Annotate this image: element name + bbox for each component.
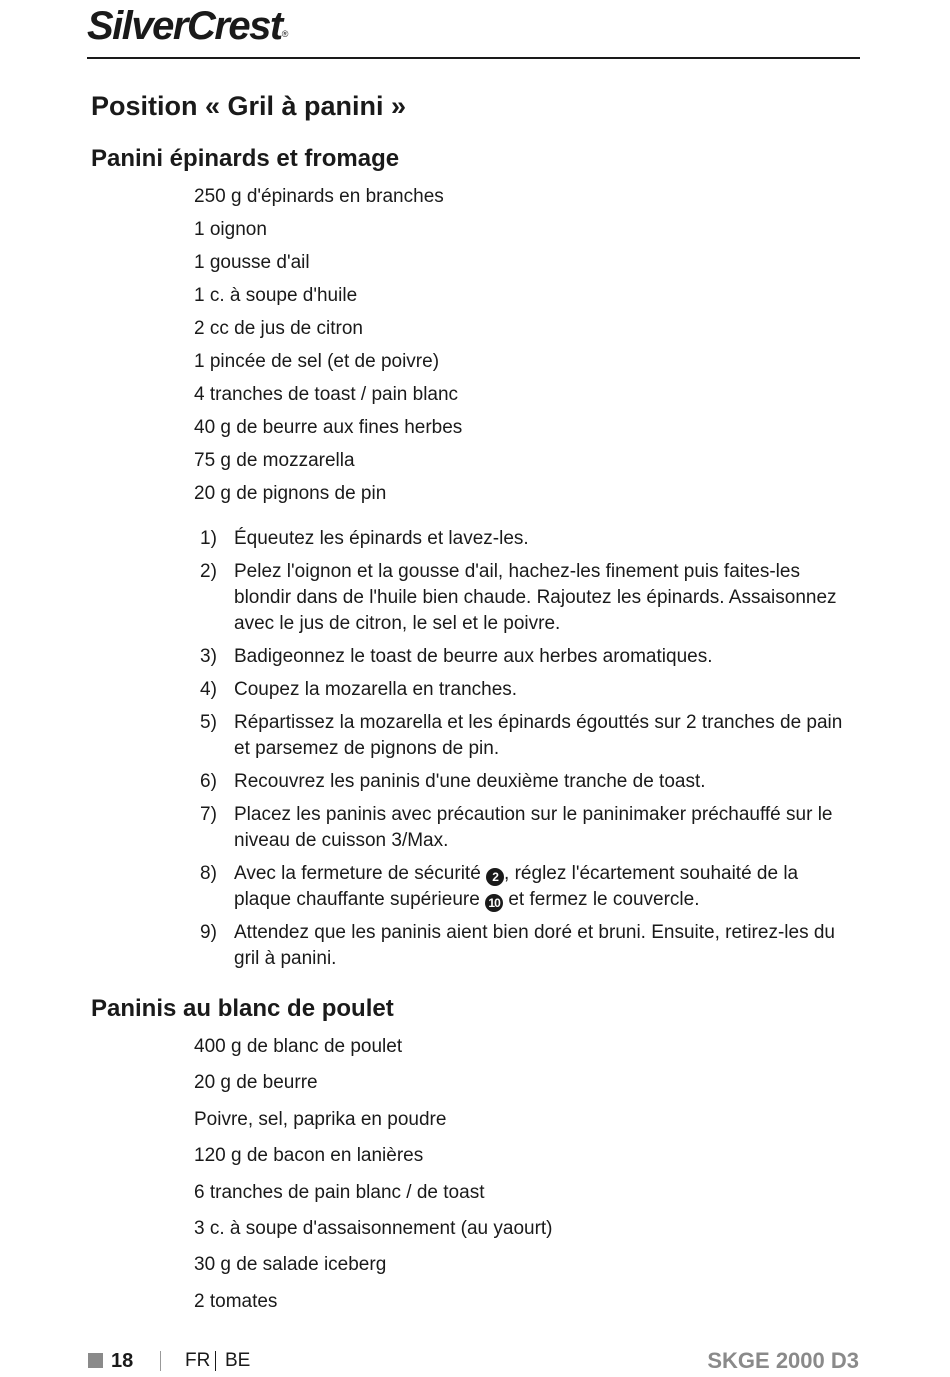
step-number: 6) xyxy=(200,770,217,792)
language-code: FR xyxy=(185,1350,211,1371)
ingredient: 1 gousse d'ail xyxy=(194,252,310,273)
footer-divider xyxy=(160,1351,161,1371)
step-number: 5) xyxy=(200,711,217,733)
ingredient: 2 tomates xyxy=(194,1290,278,1312)
step-text: Répartissez la mozarella et les épinards égouttés sur 2 tranches de pain et parsemez de pignons de pin. xyxy=(234,711,843,760)
ingredient: 250 g d'épinards en branches xyxy=(194,186,444,207)
model-number: SKGE 2000 D3 xyxy=(707,1348,859,1373)
ingredient: 30 g de salade iceberg xyxy=(194,1254,387,1276)
step-number: 3) xyxy=(200,646,217,668)
step-text-part: , réglez l'écartement souhaité de la plaque chauffante supérieure xyxy=(234,862,799,911)
page-footer xyxy=(0,1347,950,1377)
step-text: Placez les paninis avec précaution sur le paninimaker préchauffé sur le niveau de cuisson 3/Max. xyxy=(234,803,833,851)
brand-name: SilverCrest xyxy=(87,4,282,48)
ingredient: 1 oignon xyxy=(194,219,267,240)
step-text-part: Avec la fermeture de sécurité xyxy=(234,862,487,884)
brand-logo xyxy=(87,4,288,48)
ingredient: 20 g de pignons de pin xyxy=(194,483,387,504)
step-text: Pelez l'oignon et la gousse d'ail, hachez-les finement puis faites-les blondir dans de l'huile bien chaude. Rajoutez les épinards. Assaisonnez avec le jus de citron, le sel et le poivre. xyxy=(234,560,837,635)
step xyxy=(200,644,860,670)
step-number: 4) xyxy=(200,678,217,700)
step-text: Coupez la mozarella en tranches. xyxy=(234,678,518,700)
page-number: 18 xyxy=(111,1350,134,1372)
step-text-part: et fermez le couvercle. xyxy=(503,889,700,911)
footer-divider xyxy=(215,1351,216,1371)
recipe2-ingredients xyxy=(194,1029,553,1320)
recipe1-steps xyxy=(200,526,860,979)
country-code: BE xyxy=(225,1350,251,1371)
step-text: Attendez que les paninis aient bien doré et bruni. Ensuite, retirez-les du gril à panini. xyxy=(234,921,835,970)
step xyxy=(200,802,860,855)
step-text: Équeutez les épinards et lavez-les. xyxy=(234,528,529,549)
step xyxy=(200,677,860,703)
recipe2-title: Paninis au blanc de poulet xyxy=(91,995,394,1022)
recipe1-ingredients xyxy=(194,180,462,510)
ingredient: 75 g de mozzarella xyxy=(194,450,355,471)
ingredient: 400 g de blanc de poulet xyxy=(194,1036,403,1057)
ingredient: 20 g de beurre xyxy=(194,1072,318,1094)
ingredient: 40 g de beurre aux fines herbes xyxy=(194,417,463,438)
part-number-badge: 10 xyxy=(485,894,503,912)
step-text: Recouvrez les paninis d'une deuxième tranche de toast. xyxy=(234,770,706,792)
ingredient: 6 tranches de pain blanc / de toast xyxy=(194,1181,485,1203)
step xyxy=(200,920,860,973)
ingredient: 2 cc de jus de citron xyxy=(194,318,363,339)
step xyxy=(200,710,860,763)
recipe1-title: Panini épinards et fromage xyxy=(91,145,400,172)
step-number: 2) xyxy=(200,560,217,582)
step-text xyxy=(234,861,860,914)
ingredient: Poivre, sel, paprika en poudre xyxy=(194,1108,447,1130)
ingredient: 3 c. à soupe d'assaisonnement (au yaourt) xyxy=(194,1217,553,1239)
step-number: 1) xyxy=(200,528,217,549)
registered-mark: ® xyxy=(281,29,289,39)
ingredient: 4 tranches de toast / pain blanc xyxy=(194,384,459,405)
step xyxy=(200,861,860,914)
step xyxy=(200,769,860,795)
ingredient: 1 c. à soupe d'huile xyxy=(194,285,358,306)
part-number-badge: 2 xyxy=(486,868,504,886)
step xyxy=(200,559,860,638)
step-text: Badigeonnez le toast de beurre aux herbes aromatiques. xyxy=(234,646,713,668)
ingredient: 1 pincée de sel (et de poivre) xyxy=(194,351,440,372)
header-divider xyxy=(87,57,860,59)
step-number: 7) xyxy=(200,803,217,825)
step xyxy=(200,526,860,552)
page-marker-square xyxy=(88,1353,103,1368)
ingredient: 120 g de bacon en lanières xyxy=(194,1145,424,1167)
page-title: Position « Gril à panini » xyxy=(91,91,407,121)
step-number: 9) xyxy=(200,921,217,943)
step-number: 8) xyxy=(200,862,217,884)
